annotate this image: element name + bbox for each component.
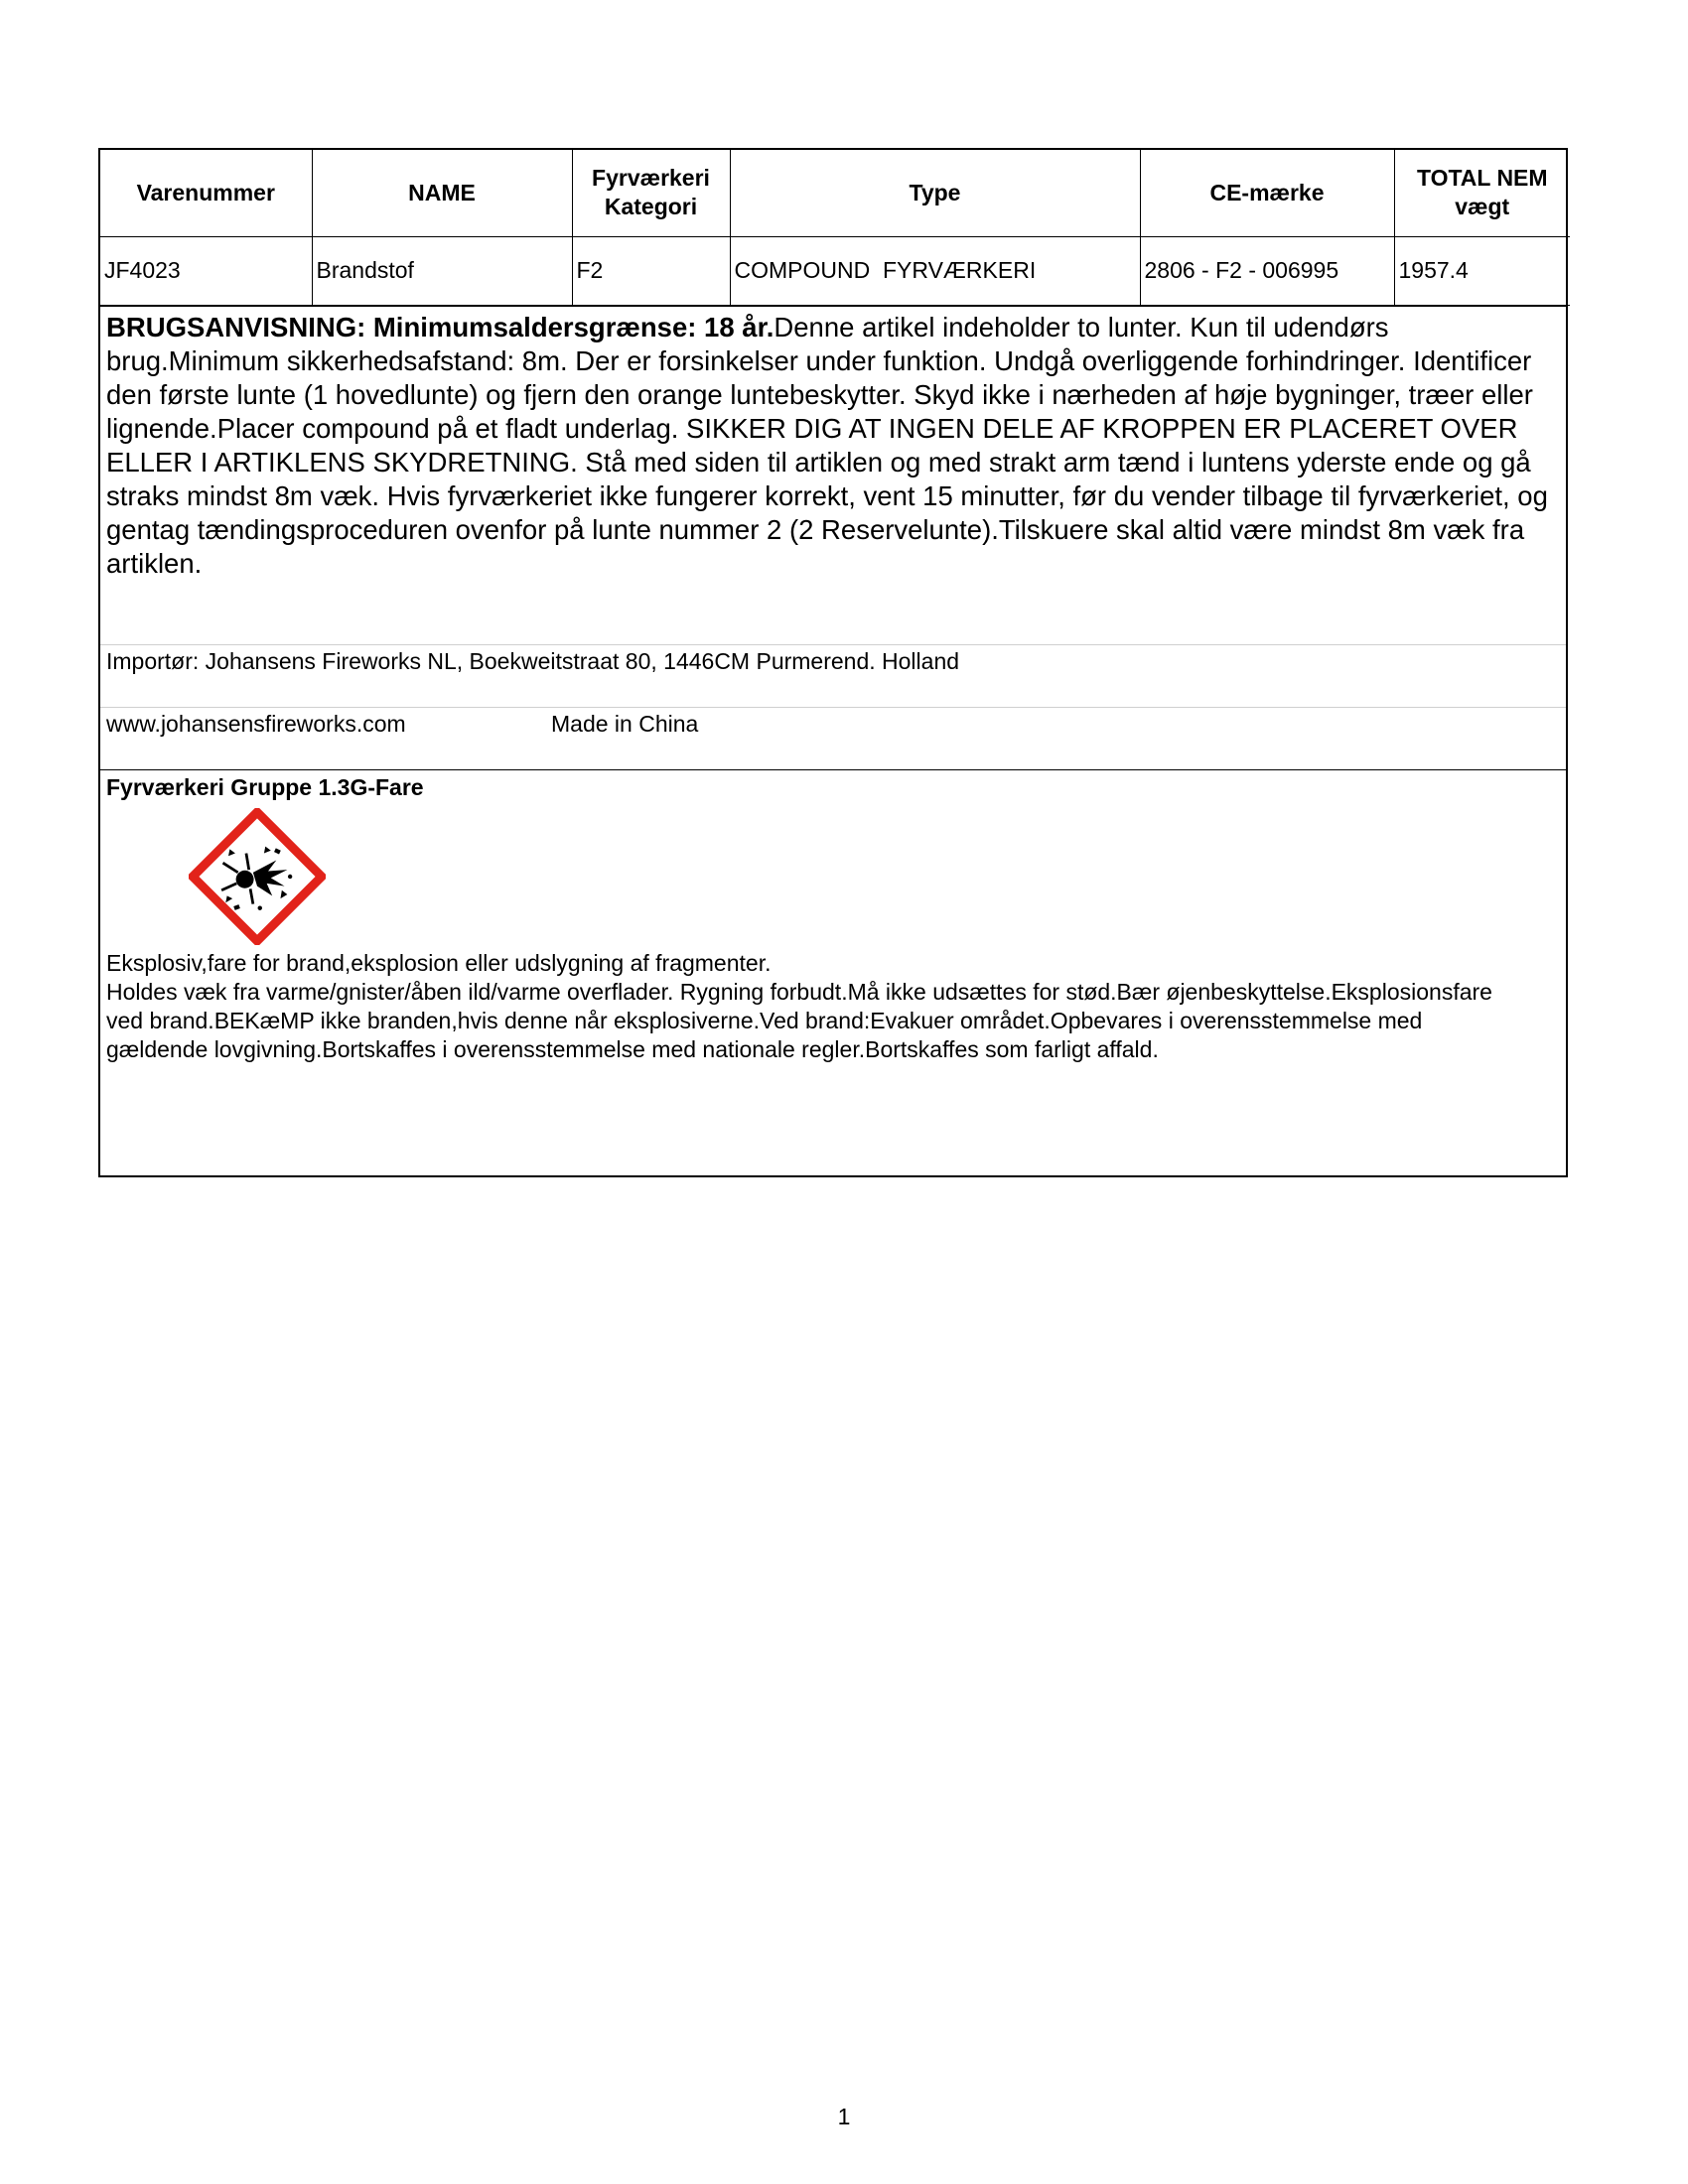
hazard-section xyxy=(100,770,1566,1175)
page-number: 1 xyxy=(837,2104,851,2129)
hazard-statement-line-1: Eksplosiv,fare for brand,eksplosion eller udslygning af fragmenter. xyxy=(106,949,772,976)
header-varenummer: Varenummer xyxy=(100,150,312,236)
table-row xyxy=(100,236,1570,305)
cell-varenummer: JF4023 xyxy=(100,236,312,305)
header-ce-maerke: CE-mærke xyxy=(1140,150,1394,236)
cell-name: Brandstof xyxy=(312,236,572,305)
instructions-lead: BRUGSANVISNING: Minimumsaldersgrænse: 18 år. xyxy=(106,311,774,342)
cell-ce-maerke: 2806 - F2 - 006995 xyxy=(1140,236,1394,305)
cell-type: COMPOUND FYRVÆRKERI xyxy=(730,236,1140,305)
header-type: Type xyxy=(730,150,1140,236)
cell-total-nem-vaegt: 1957.4 xyxy=(1394,236,1570,305)
hazard-statements xyxy=(106,949,1516,1064)
explosive-ghs-icon xyxy=(189,808,326,945)
table-header-row xyxy=(100,150,1570,236)
origin-text: Made in China xyxy=(551,710,699,737)
instructions-body: Denne artikel indeholder to lunter. Kun til udendørs brug.Minimum sikkerhedsafstand: 8m. Der er forsinkelser under funktion. Undgå overliggende forhindringer. Identificer den første lunte (1 hovedlunte) og fjern den orange luntebeskytter. Skyd ikke i nærheden af høje bygninger, træer eller lignende.Placer compound på et fladt underlag. SIKKER DIG AT INGEN DELE AF KROPPEN ER PLACERET OVER ELLER I ARTIKLENS SKYDRETNING. Stå med siden til artiklen og med strakt arm tænd i luntens yderste ende og gå straks mindst 8m væk. Hvis fyrværkeriet ikke fungerer korrekt, vent 15 minutter, før du vender tilbage til fyrværkeriet, og gentag tændingsproceduren ovenfor på lunte nummer 2 (2 Reservelunte).Tilskuere skal altid være mindst 8m væk fra artiklen. xyxy=(106,311,1548,579)
product-spec-table xyxy=(100,150,1570,306)
usage-instructions xyxy=(100,306,1566,645)
header-kategori: Fyrværkeri Kategori xyxy=(572,150,730,236)
hazard-statement-line-2: Holdes væk fra varme/gnister/åben ild/varme overflader. Rygning forbudt.Må ikke udsættes for stød.Bær øjenbeskyttelse.Eksplosionsfare ved brand.BEKæMP ikke branden,hvis denne når eksplosiverne.Ved brand:Evakuer området.Opbevares i overensstemmelse med gældende lovgivning.Bortskaffes i overensstemmelse med nationale regler.Bortskaffes som farligt affald. xyxy=(106,978,1492,1062)
cell-kategori: F2 xyxy=(572,236,730,305)
importer-line: Importør: Johansens Fireworks NL, Boekweitstraat 80, 1446CM Purmerend. Holland xyxy=(100,645,1566,708)
hazard-title: Fyrværkeri Gruppe 1.3G-Fare xyxy=(106,773,424,800)
website-origin-line xyxy=(100,708,1566,770)
product-label-sheet xyxy=(98,148,1568,1177)
website-text: www.johansensfireworks.com xyxy=(106,710,406,737)
header-name: NAME xyxy=(312,150,572,236)
header-total-nem-vaegt: TOTAL NEM vægt xyxy=(1394,150,1570,236)
